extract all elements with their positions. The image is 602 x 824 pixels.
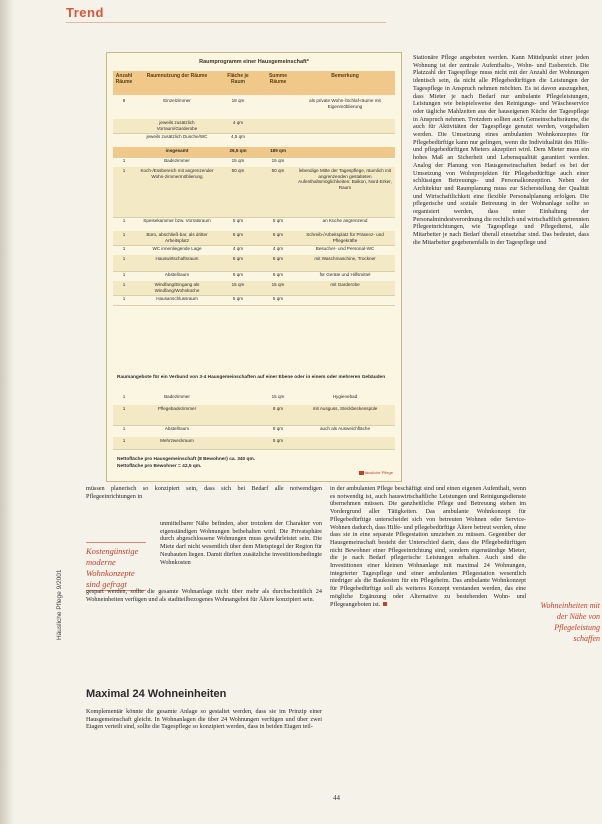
table-cell: 1: [122, 438, 126, 443]
table-cell: an Küche angrenzend: [322, 218, 368, 223]
header-count: Anzahl Räume: [115, 73, 133, 85]
table-cell: jeweils zusätzlich Dusche/WC: [146, 134, 208, 139]
paragraph: unmittelbarer Nähe befinden, aber trotzdem der Charakter von eigenständigen Wohnungen beibehalten wird. Die Privatsphäre durch abgeschlossene Wohnungen muss gewährleistet sein. Die Miete darf nicht wesentlich über dem Mietspiegel der Region für Neubauten liegen. Damit dürften zusätzliche investitionsbedingte Wohnkosten: [160, 520, 322, 566]
table-cell: 15 qm: [231, 282, 245, 287]
table-cell: 8 qm: [272, 406, 284, 411]
table-cell: Hauswirtschaftsraum: [155, 256, 199, 261]
table-row: [113, 97, 395, 120]
table-cell: 5 qm: [272, 218, 284, 223]
table-cell: 8 qm: [272, 256, 284, 261]
table-cell: 5 qm: [272, 438, 284, 443]
table-cell: 1: [122, 296, 126, 301]
table-cell: mit Waschmaschine, Trockner: [314, 256, 376, 261]
table-cell: Speisekammer bzw. Vorratsraum: [143, 218, 211, 223]
table-cell: 4 qm: [232, 120, 244, 125]
table-cell: 1: [122, 282, 126, 287]
table-row: [113, 255, 395, 272]
table-cell: 1: [122, 426, 126, 431]
table-cell: 4 qm: [272, 246, 284, 251]
table-summary-1: Nettofläche pro Hausgemeinschaft (8 Bewohner) ca. 340 qm.: [117, 457, 256, 462]
article-text-right-top: [413, 54, 589, 247]
table-cell: 15 qm: [271, 282, 285, 287]
table-source: Häusliche Pflege: [362, 470, 393, 475]
table-row: [113, 119, 395, 134]
header-remark: Bemerkung: [331, 73, 359, 79]
room-program-table: [106, 52, 402, 482]
table-row: [113, 405, 395, 426]
table-cell: 15 qm: [271, 158, 285, 163]
table-cell: 1: [122, 256, 126, 261]
table-row: [113, 437, 395, 450]
table-cell: 8: [122, 98, 126, 103]
header-room: Raumnutzung der Räume: [146, 73, 208, 79]
table-cell: 4,5 qm: [230, 134, 246, 139]
table-cell: Einzelzimmer: [163, 98, 191, 103]
quote-rule-top: [86, 542, 146, 543]
article-text-left-intro: [86, 485, 322, 519]
table-cell: Badezimmer: [164, 158, 190, 163]
table-title: Raumprogramm einer Hausgemeinschaft*: [199, 59, 309, 65]
page-gutter: [0, 0, 14, 824]
table-cell: Windfang/Eingang als Windfang/Wohnküche: [154, 282, 200, 293]
table-cell: Badezimmer: [164, 394, 190, 399]
table-cell: 50 qm: [231, 168, 245, 173]
table-cell: Abstellraum: [164, 272, 190, 277]
paragraph-text: in der ambulanten Pflege beschäftigt sind und einen eigenen Aufenthalt, wenn es notwendig ist, auch hauswirtschaftliche Leistungen und Reinigungsdienste übernehmen müssen. Die ganzheitliche Pflege und Betreuung stehen im Vordergrund aller Tätigkeiten. Das ambulante Wohnkonzept für Pflegebedürftige unterscheidet sich von betreuten Wohnen oder Service-Wohnen dadurch, dass Hilfe- und pflegebedürftige Ältere betreut werden, ohne dass sie in eine separate Pflegestation umziehen zu müssen. Gegenüber der Hausgemeinschaft besteht der Unterschied darin, dass die Pflegebedürftigen nicht Bewohner einer Pflegeeinrichtung sind, sondern eigenständige Mieter, die je nach Bedarf pflegerische Leistungen erhalten. Auch sind die Investitionen einer kleinen Wohnanlage mit maximal 24 Wohnungen, integrierter Tagespflege und einer ambulanten Pflegestation wesentlich niedriger als die Baukosten für ein Pflegeheim. Das ambulante Wohnkonzept für Pflegebedürftige soll als weiteres Konzept verstanden werden, das eine mögliche Ergänzung oder Alternative zu bestehenden Wohn- und Pflegeangeboten ist.: [330, 485, 526, 608]
table-cell: Schreib-/Arbeitsplatz für Präsenz- und Pflegekräfte: [306, 232, 384, 243]
table-cell: 15 qm: [271, 394, 285, 399]
section-rule: [66, 22, 386, 23]
table-cell: 18 qm: [231, 98, 245, 103]
table-cell: 8 qm: [272, 232, 284, 237]
table-row: [113, 217, 395, 232]
header-sum: Summe Räume: [268, 73, 288, 85]
table-cell: 1: [122, 406, 126, 411]
table-row: [113, 133, 395, 148]
article-text-left-middle: [160, 520, 322, 584]
table-cell: 1: [122, 168, 126, 173]
table-cell: 5 qm: [232, 218, 244, 223]
table-cell: 8 qm: [272, 272, 284, 277]
table-cell: 4 qm: [232, 246, 244, 251]
paragraph: Komplementär könnte die gesamte Anlage so gestaltet werden, dass sie im Prinzip einer Hausgemeinschaft gleicht. In Wohnanlagen die über 24 Wohnungen verfügen und über zwei Etagen verteilt sind, sollte die Tagespflege so konzipiert werden, dass in beiden Etagen teil-: [86, 708, 322, 731]
article-text-left-lower: [86, 588, 322, 678]
table-cell: 5 qm: [232, 296, 244, 301]
table-cell: 8 qm: [232, 272, 244, 277]
table-cell: Hausanschlussraum: [156, 296, 198, 301]
journal-issue: Häusliche Pflege 9/2001: [56, 569, 63, 640]
pull-quote-right: Wohneinheiten mit der Nähe von Pflegeleistung schaffen: [540, 601, 600, 643]
table-row: [113, 295, 395, 306]
table-row: [113, 167, 395, 218]
table-cell: 26,5 qm: [229, 148, 247, 153]
article-text-left-bottom: [86, 708, 322, 731]
page-number: 44: [333, 794, 340, 802]
table-cell: Hygienebad: [332, 394, 358, 399]
table-cell: 8 qm: [232, 256, 244, 261]
table-header: [113, 71, 395, 95]
section-tag: Trend: [66, 5, 104, 20]
table-cell: mit Garderobe: [330, 282, 360, 287]
table-cell: 15 qm: [231, 158, 245, 163]
table-cell: 1: [122, 272, 126, 277]
table-mid-note: Raumangebote für ein Verbund von 3-4 Hausgemeinschaften auf einer Ebene oder in einem oder mehreren Gebäuden: [117, 375, 386, 380]
table-cell: 1: [122, 394, 126, 399]
table-cell: Koch-/Essbereich mit angrenzender Wohn-zimmermöblierung: [140, 168, 214, 179]
table-row: [113, 231, 395, 246]
table-cell: Büro, abschließ-bar, als dritter Arbeitsplatz: [146, 232, 208, 243]
table-cell: lebendige Mitte der Tagespflege, räumlich mit angrenzenden gestalteten Aufenthaltsmöglichkeiten: Balkon, Nord-Erker, Raum: [298, 168, 392, 190]
table-cell: Pflegebadezimmer: [157, 406, 197, 411]
table-cell: 1: [122, 232, 126, 237]
section-heading: Maximal 24 Wohneinheiten: [86, 688, 227, 700]
header-area: Fläche je Raum: [227, 73, 249, 85]
table-cell: insgesamt: [165, 148, 189, 153]
table-cell: mit Ausguss, Steckbeckenspüle: [312, 406, 378, 411]
table-cell: 1: [122, 246, 126, 251]
end-mark: [383, 602, 387, 606]
table-cell: Mehrzweckraum: [160, 438, 194, 443]
article-text-right-bottom: [330, 485, 526, 608]
table-cell: 1: [122, 158, 126, 163]
paragraph: [330, 485, 526, 608]
table-cell: 189 qm: [270, 148, 286, 153]
table-cell: 1: [122, 218, 126, 223]
pull-quote-left: Kostengünstige moderne Wohnkonzepte sind gefragt: [86, 546, 139, 589]
table-cell: 8 qm: [272, 426, 284, 431]
table-cell: auch als Ausweichfläche: [319, 426, 371, 431]
paragraph: gespart werden, sollte die gesamte Wohnanlage nicht über mehr als durchschnittlich 24 Wohneinheiten verfügen und als stadtteilbezogenes Wohnangebot für Ältere konzipiert sein.: [86, 588, 322, 603]
table-cell: als private Wohn-/Schlaf-räume mit Eigenmöblierung: [309, 98, 381, 109]
table-cell: 8 qm: [232, 232, 244, 237]
table-cell: 50 qm: [271, 168, 285, 173]
table-cell: jeweils zusätzlich Vorraum/Garderobe: [156, 120, 198, 131]
paragraph: Stationäre Pflege angeboten werden. Kann Mittelpunkt einer jeden Wohnung ist der zentrale Aufenthalts-, Wohn- und Essbereich. Die Platzzahl der Tagespflege muss nicht mit der Anzahl der Wohnungen identisch sein, da nicht alle Pflegebedürftigen die Leistungen der Tagespflege in Anspruch nehmen möchten. Es ist davon auszugehen, dass Mieter je nach Bedarf nur ambulante Pflegeleistungen, Leistungen wie beispielsweise den Reinigungs- und Wäscheservice oder tägliche Mahlzeiten aus der hauseigenen Küche der Tagespflege in Anspruch nehmen. Trotzdem sollten auch Gemeinschaftsräume, die auch für Aktivitäten der Tagespflege genutzt werden, vorgehalten werden. Die Umsetzung eines ambulanten Wohnkonzeptes für Pflegebedürftige kann nur gelingen, wenn die Individualität des Hilfe- und pflegebedürftigen Mieters akzeptiert wird. Dem Mieter muss ein hohes Maß an Sicherheit und Lebensqualität garantiert werden. Analog der Planung von Hausgemeinschaften bedarf es bei der Umsetzung von Wohnprojekten für Pflegebedürftige auch einer schlüssigen Betreuungs- und Personalkonzeption. Neben der Architektur und Raumplanung muss zur Sicherstellung der Qualität und Wirtschaftlichkeit eine flexible Personalplanung erfolgen. Die pflegerische und soziale Betreuung in der Wohnanlage sollte so organisiert werden, dass unter Einhaltung der Personalmindestverordnung die rechtlich und wirtschaftlich getrennten Pflegeeinrichtungen, wie Tagespflege und Pflegedienst, alle Mitarbeiter je nach Bedarf überall einsetzbar sind. Das bedeutet, dass die Mitarbeiter gegebenenfalls in der Tagespflege und: [413, 54, 589, 246]
table-summary-2: Nettofläche pro Bewohner = 42,5 qm.: [117, 464, 202, 469]
table-cell: Abstellraum: [164, 426, 190, 431]
table-cell: WC innenliegende Lage: [152, 246, 202, 251]
table-cell: für Geräte und Hilfsmittel: [319, 272, 371, 277]
table-cell: Besucher- und Personal-WC: [315, 246, 375, 251]
table-cell: 5 qm: [272, 296, 284, 301]
table-row: [113, 281, 395, 296]
paragraph: müssen planerisch so konzipiert sein, dass sich bei Bedarf alle notwendigen Pflegeeinrichtungen in: [86, 485, 322, 500]
